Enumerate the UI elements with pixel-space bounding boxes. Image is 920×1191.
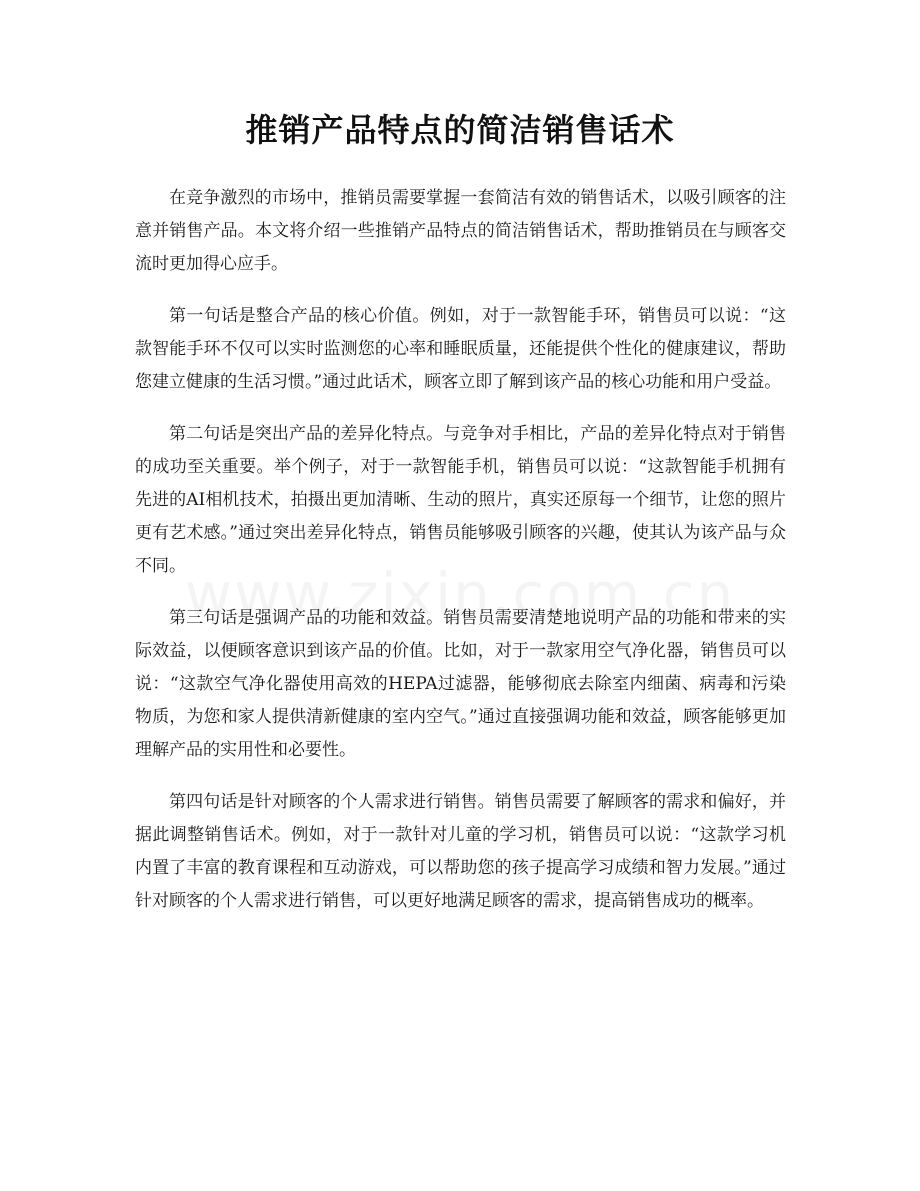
paragraph-1: 第一句话是整合产品的核心价值。例如，对于一款智能手环，销售员可以说：“这款智能手环不仅可以实时监测您的心率和睡眠质量，还能提供个性化的健康建议，帮助您建立健康的生活习惯。”通过此话术，顾客立即了解到该产品的核心功能和用户受益。 [135,306,786,392]
paragraph-2: 第二句话是突出产品的差异化特点。与竞争对手相比，产品的差异化特点对于销售的成功至关重要。举个例子，对于一款智能手机，销售员可以说：“这款智能手机拥有先进的AI相机技术，拍摄出更加清晰、生动的照片，真实还原每一个细节，让您的照片更有艺术感。”通过突出差异化特点，销售员能够吸引顾客的兴趣，使其认为该产品与众不同。 [135,424,786,576]
paragraph-3: 第三句话是强调产品的功能和效益。销售员需要清楚地说明产品的功能和带来的实际效益，以便顾客意识到该产品的价值。比如，对于一款家用空气净化器，销售员可以说：“这款空气净化器使用高效的HEPA过滤器，能够彻底去除室内细菌、病毒和污染物质，为您和家人提供清新健康的室内空气。”通过直接强调功能和效益，顾客能够更加理解产品的实用性和必要性。 [135,608,786,760]
document-body [135,182,786,937]
paragraph-4: 第四句话是针对顾客的个人需求进行销售。销售员需要了解顾客的需求和偏好，并据此调整销售话术。例如，对于一款针对儿童的学习机，销售员可以说：“这款学习机内置了丰富的教育课程和互动游戏，可以帮助您的孩子提高学习成绩和智力发展。”通过针对顾客的个人需求进行销售，可以更好地满足顾客的需求，提高销售成功的概率。 [135,792,786,911]
paragraph-intro: 在竞争激烈的市场中，推销员需要掌握一套简洁有效的销售话术，以吸引顾客的注意并销售产品。本文将介绍一些推销产品特点的简洁销售话术，帮助推销员在与顾客交流时更加得心应手。 [135,188,786,274]
document-title: 推销产品特点的简洁销售话术 [245,111,675,149]
